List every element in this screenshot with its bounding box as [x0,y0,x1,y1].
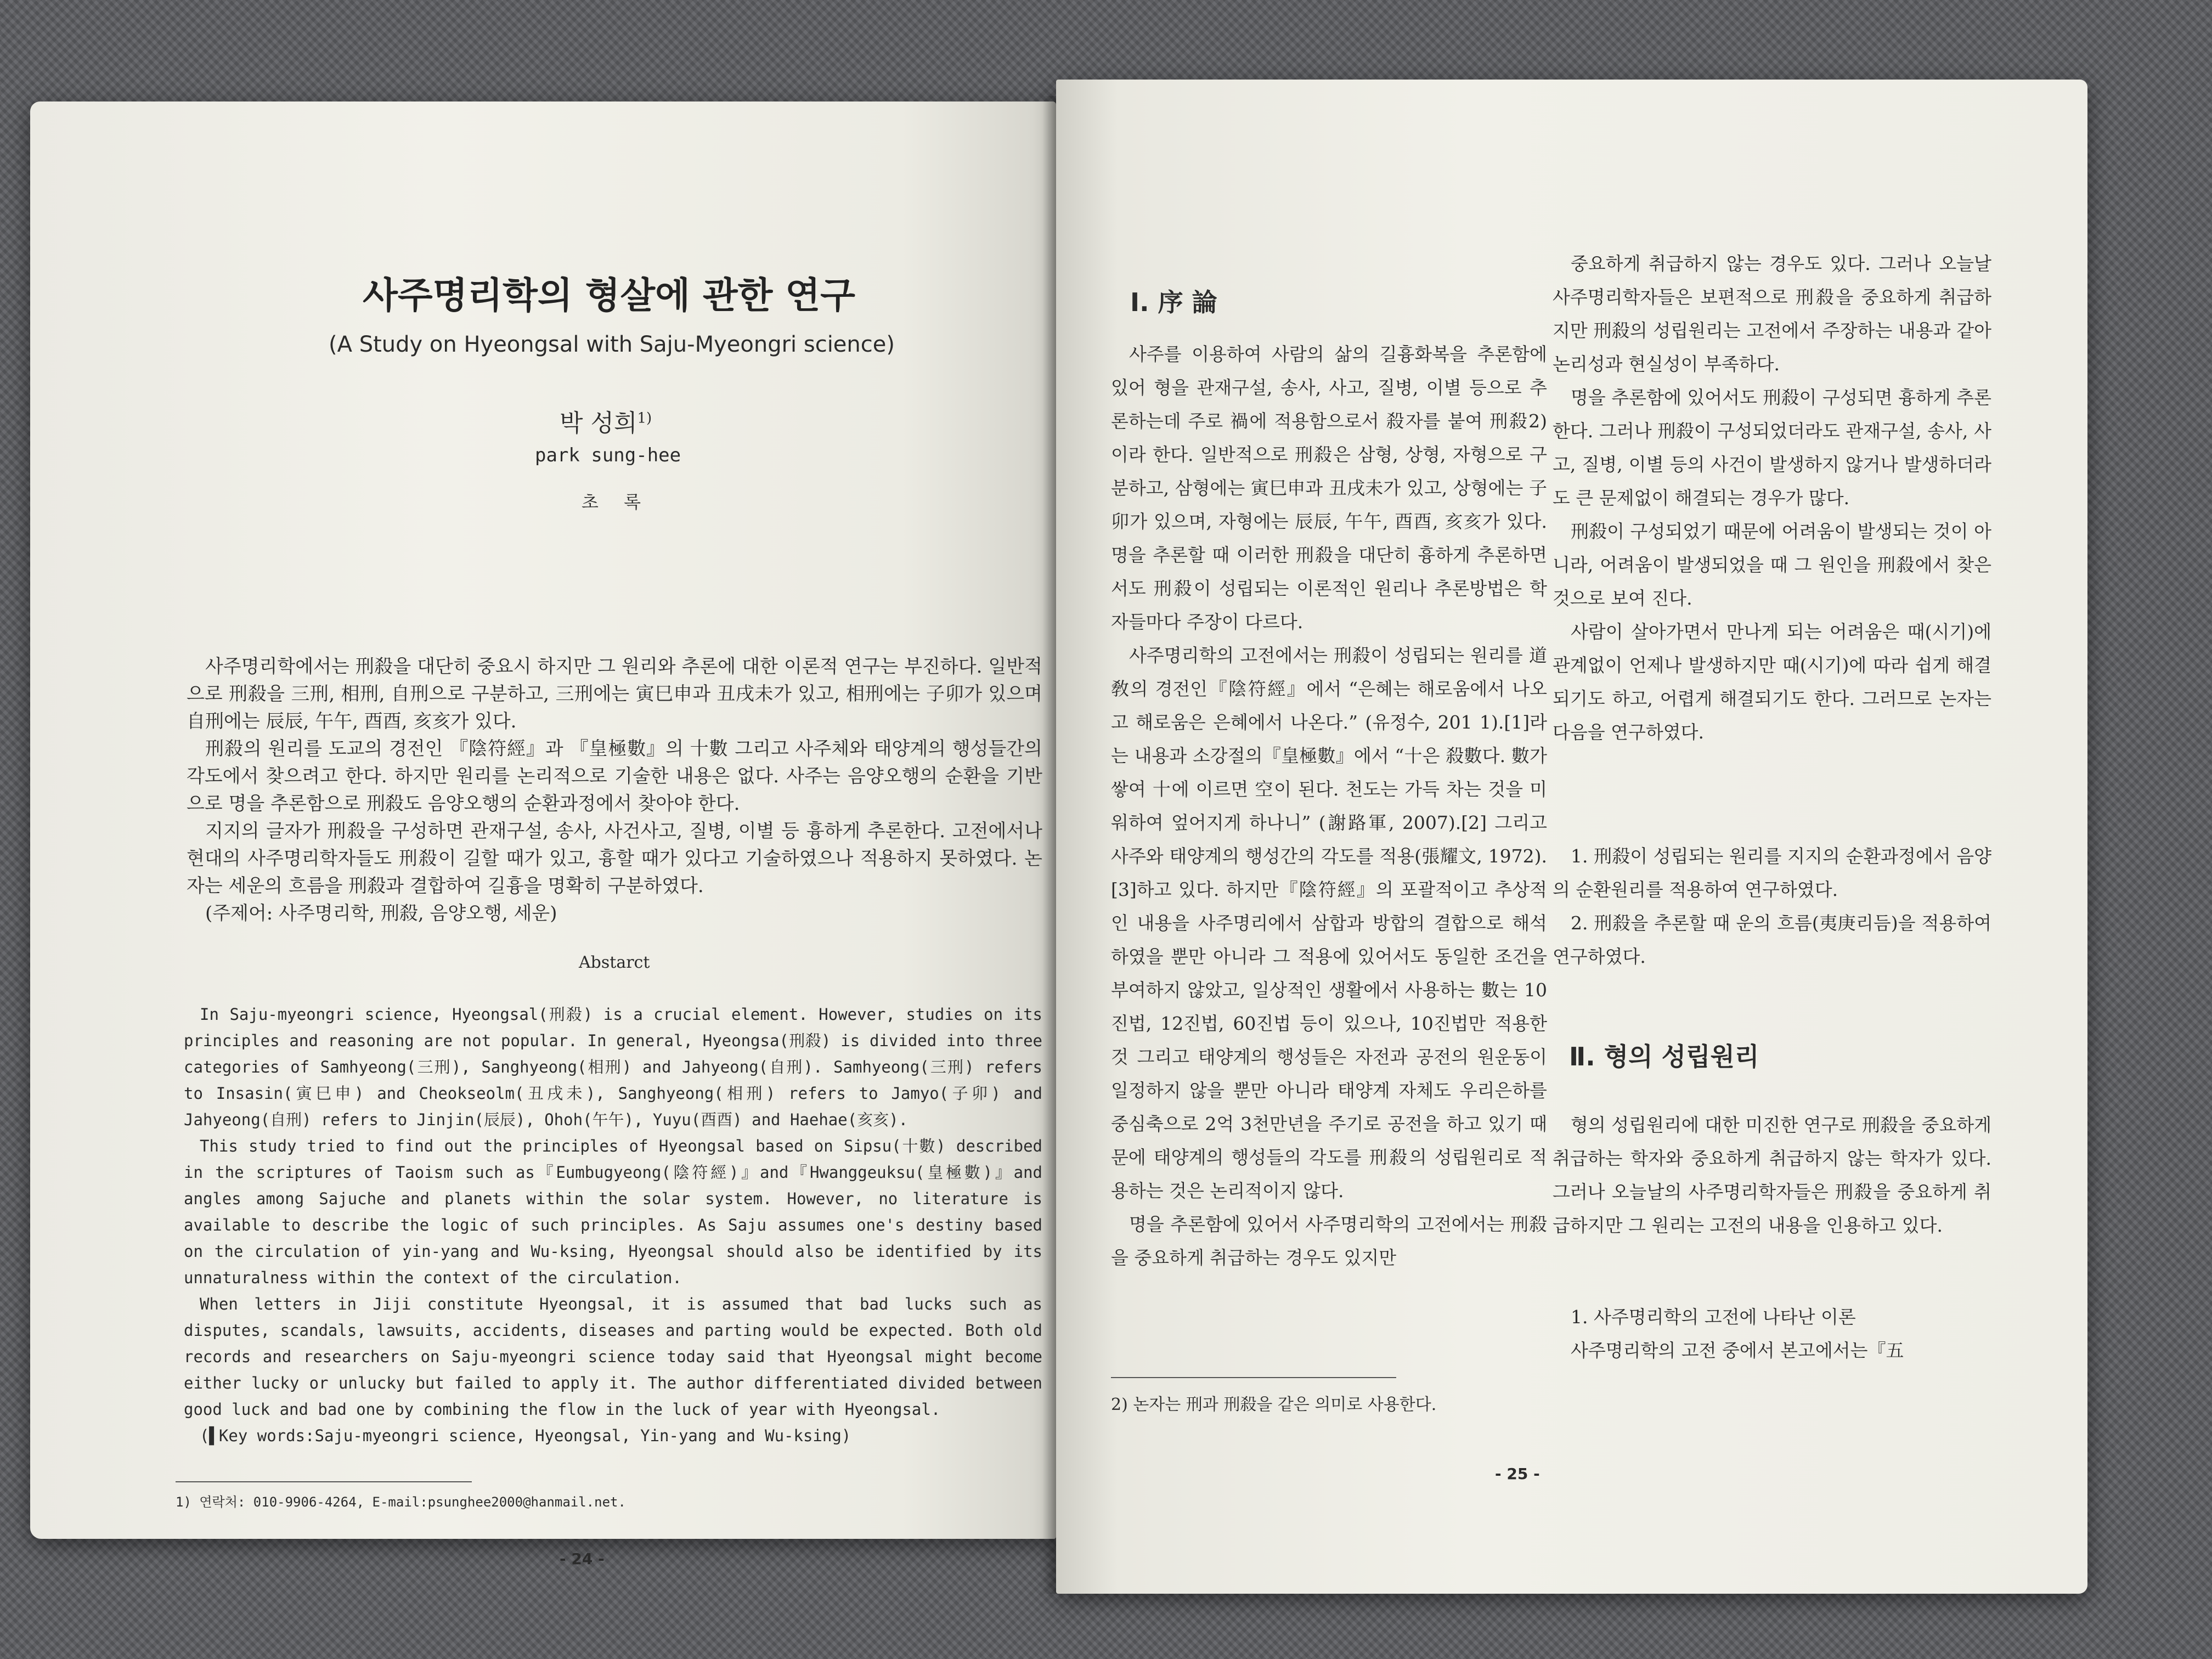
subsection [1553,1300,1991,1367]
page-number: - 24 - [560,1550,605,1568]
footnote: 1) 연락처: 010-9906-4264, E-mail:psunghee2000@hanmail.net. [176,1494,626,1510]
body-paragraph: 사주명리학의 고전 중에서 본고에서는『五 [1571,1340,1904,1361]
body-paragraph: 중요하게 취급하지 않는 경우도 있다. 그러나 오늘날 사주명리학자들은 보편적으로 刑殺을 중요하게 취급하지만 刑殺의 성립원리는 고전에서 주장하는 내용과 같아 논리성과 현실성이 부족하다. [1553,253,1991,375]
right-column-top [1553,247,1991,749]
section-heading-introduction: Ⅰ. 序 論 [1130,287,1217,317]
body-paragraph: 사람이 살아가면서 만나게 되는 어려움은 때(시기)에 관계없이 언제나 발생하지만 때(시기)에 따라 쉽게 해결되기도 하고, 어렵게 해결되기도 한다. 그러므로 논자는 다음을 연구하였다. [1553,621,1991,743]
body-paragraph: 명을 추론함에 있어서도 刑殺이 구성되면 흉하게 추론한다. 그러나 刑殺이 구성되었더라도 관재구설, 송사, 사고, 질병, 이별 등의 사건이 발생하지 않거나 발생하더라도 큰 문제없이 해결되는 경우가 많다. [1553,387,1991,509]
left-page [30,101,1056,1568]
english-abstract-paragraph: This study tried to find out the principles of Hyeongsal based on Sipsu(十數) described in the scriptures of Taoism such as『Eumbugyeong(陰符經)』and『Hwanggeuksu(皇極數)』and angles among Sajuche and planets within the solar system. However, no literature is available to describe the logic of such principles. As Saju assumes one's destiny based on the circulation of yin-yang and Wu-ksing, Hyeongsal should also be identified by its unnaturalness within the context of the circulation. [184,1137,1042,1287]
list-item: 1. 刑殺이 성립되는 원리를 지지의 순환과정에서 음양의 순환원리를 적용하여 연구하였다. [1553,845,1991,900]
author-korean [560,403,652,438]
footnote-separator [1111,1377,1396,1378]
footnote: 2) 논자는 刑과 刑殺을 같은 의미로 사용한다. [1111,1395,1437,1414]
english-abstract [184,1001,1042,1449]
principles-body [1553,1108,1991,1242]
english-abstract-paragraph: In Saju-myeongri science, Hyeongsal(刑殺) is a crucial element. However, studies on its principles and reasoning are not popular. In general, Hyeongsa(刑殺) is divided into three categories of Samhyeong(三刑), Sanghyeong(相刑) and Jahyeong(自刑). Samhyeong(三刑) refers to Insasin(寅巳申) and Cheokseolm(丑戌未), Sanghyeong(相刑) refers to Jamyo(子卯) and Jahyeong(自刑) refers to Jinjin(辰辰), Ohoh(午午), Yuyu(酉酉) and Haehae(亥亥). [184,1005,1042,1129]
section-heading-principles: Ⅱ. 형의 성립원리 [1569,1042,1759,1071]
author-footnote-mark: 1) [637,410,652,427]
body-paragraph: 사주명리학의 고전에서는 刑殺이 성립되는 원리를 道敎의 경전인『陰符經』에서 “은혜는 해로움에서 나오고 해로움은 은혜에서 나온다.” (유정수, 201 1).[1]라는 내용과 소강절의『皇極數』에서 “十은 殺數다. 數가 쌓여 十에 이르면 空이 된다. 천도는 가득 차는 것을 미워하여 엎어지게 하나니” (謝路軍, 2007).[2] 그리고 사주와 태양계의 행성간의 각도를 적용(張耀文, 1972). [3]하고 있다. 하지만『陰符經』의 포괄적이고 추상적인 내용을 사주명리에서 삼합과 방합의 결합으로 해석하였을 뿐만 아니라 그 적용에 있어서도 동일한 조건을 부여하지 않았고, 일상적인 생활에서 사용하는 數는 10진법, 12진법, 60진법 등이 있으나, 10진법만 적용한 것 그리고 태양계의 행성들은 자전과 공전의 원운동이 일정하지 않을 뿐만 아니라 태양계 자체도 우리은하를 중심축으로 2억 3천만년을 주기로 공전을 하고 있기 때문에 태양계의 행성들의 각도를 刑殺의 성립원리로 적용하는 것은 논리적이지 않다. [1111,645,1547,1201]
english-abstract-paragraph: When letters in Jiji constitute Hyeongsal, it is assumed that bad lucks such as disputes, scandals, lawsuits, accidents, diseases and parting would be expected. Both old records and researchers on Saju-myeongri science today said that Hyeongsal might become either lucky or unlucky but failed to apply it. The author differentiated divided between good luck and bad one by combining the flow in the luck of year with Hyeongsal. [184,1295,1042,1419]
keywords-english: (▌Key words:Saju-myeongri science, Hyeongsal, Yin-yang and Wu-ksing) [200,1426,851,1445]
introduction-body [1111,337,1547,1274]
list-item: 2. 刑殺을 추론할 때 운의 흐름(夷庚리듬)을 적용하여 연구하였다. [1553,912,1991,967]
page-number: - 25 - [1495,1465,1540,1483]
keywords-korean: (주제어: 사주명리학, 刑殺, 음양오행, 세운) [205,902,557,924]
right-page [1056,80,2087,1594]
korean-abstract-paragraph: 지지의 글자가 刑殺을 구성하면 관재구설, 송사, 사건사고, 질병, 이별 등 흉하게 추론한다. 고전에서나 현대의 사주명리학자들도 刑殺이 길할 때가 있고, 흉할 때가 있다고 기술하였으나 적용하지 못하였다. 논자는 세운의 흐름을 刑殺과 결합하여 길흉을 명확히 구분하였다. [187,820,1042,897]
paper-subtitle: (A Study on Hyeongsal with Saju-Myeongri science) [329,332,895,357]
body-paragraph: 명을 추론함에 있어서 사주명리학의 고전에서는 刑殺을 중요하게 취급하는 경우도 있지만 [1111,1214,1547,1268]
english-abstract-heading: Abstarct [579,953,650,972]
research-goals-list [1553,839,1991,973]
author-english: park sung-hee [535,444,681,466]
subsection-heading: 1. 사주명리학의 고전에 나타난 이론 [1571,1306,1856,1328]
footnote-separator [176,1481,472,1482]
korean-abstract-paragraph: 사주명리학에서는 刑殺을 대단히 중요시 하지만 그 원리와 추론에 대한 이론적 연구는 부진하다. 일반적으로 刑殺을 三刑, 相刑, 自刑으로 구분하고, 三刑에는 寅巳申과 丑戌未가 있고, 相刑에는 子卯가 있으며 自刑에는 辰辰, 午午, 酉酉, 亥亥가 있다. [187,656,1042,732]
korean-abstract-paragraph: 刑殺의 원리를 도교의 경전인 『陰符經』과 『皇極數』의 十數 그리고 사주체와 태양계의 행성들간의 각도에서 찾으려고 한다. 하지만 원리를 논리적으로 기술한 내용은 없다. 사주는 음양오행의 순환을 기반으로 명을 추론함으로 刑殺도 음양오행의 순환과정에서 찾아야 한다. [187,738,1042,815]
author-name: 박 성희 [560,409,637,437]
paper-title: 사주명리학의 형살에 관한 연구 [363,274,855,317]
body-paragraph: 사주를 이용하여 사람의 삶의 길흉화복을 추론함에 있어 형을 관재구설, 송사, 사고, 질병, 이별 등으로 추론하는데 주로 禍에 적용함으로서 殺자를 붙여 刑殺2)이라 한다. 일반적으로 刑殺은 삼형, 상형, 자형으로 구분하고, 삼형에는 寅巳申과 丑戌未가 있고, 상형에는 子卯가 있으며, 자형에는 辰辰, 午午, 酉酉, 亥亥가 있다. 명을 추론할 때 이러한 刑殺을 대단히 흉하게 추론하면서도 刑殺이 성립되는 이론적인 원리나 추론방법은 학자들마다 주장이 다르다. [1111,343,1547,633]
body-paragraph: 刑殺이 구성되었기 때문에 어려움이 발생되는 것이 아니라, 어려움이 발생되었을 때 그 원인을 刑殺에서 찾은 것으로 보여 진다. [1553,521,1991,609]
body-paragraph: 형의 성립원리에 대한 미진한 연구로 刑殺을 중요하게 취급하는 학자와 중요하게 취급하지 않는 학자가 있다. 그러나 오늘날의 사주명리학자들은 刑殺을 중요하게 취급하지만 그 원리는 고전의 내용을 인용하고 있다. [1553,1114,1991,1236]
korean-abstract-heading: 초 록 [582,492,651,512]
korean-abstract [187,653,1042,927]
